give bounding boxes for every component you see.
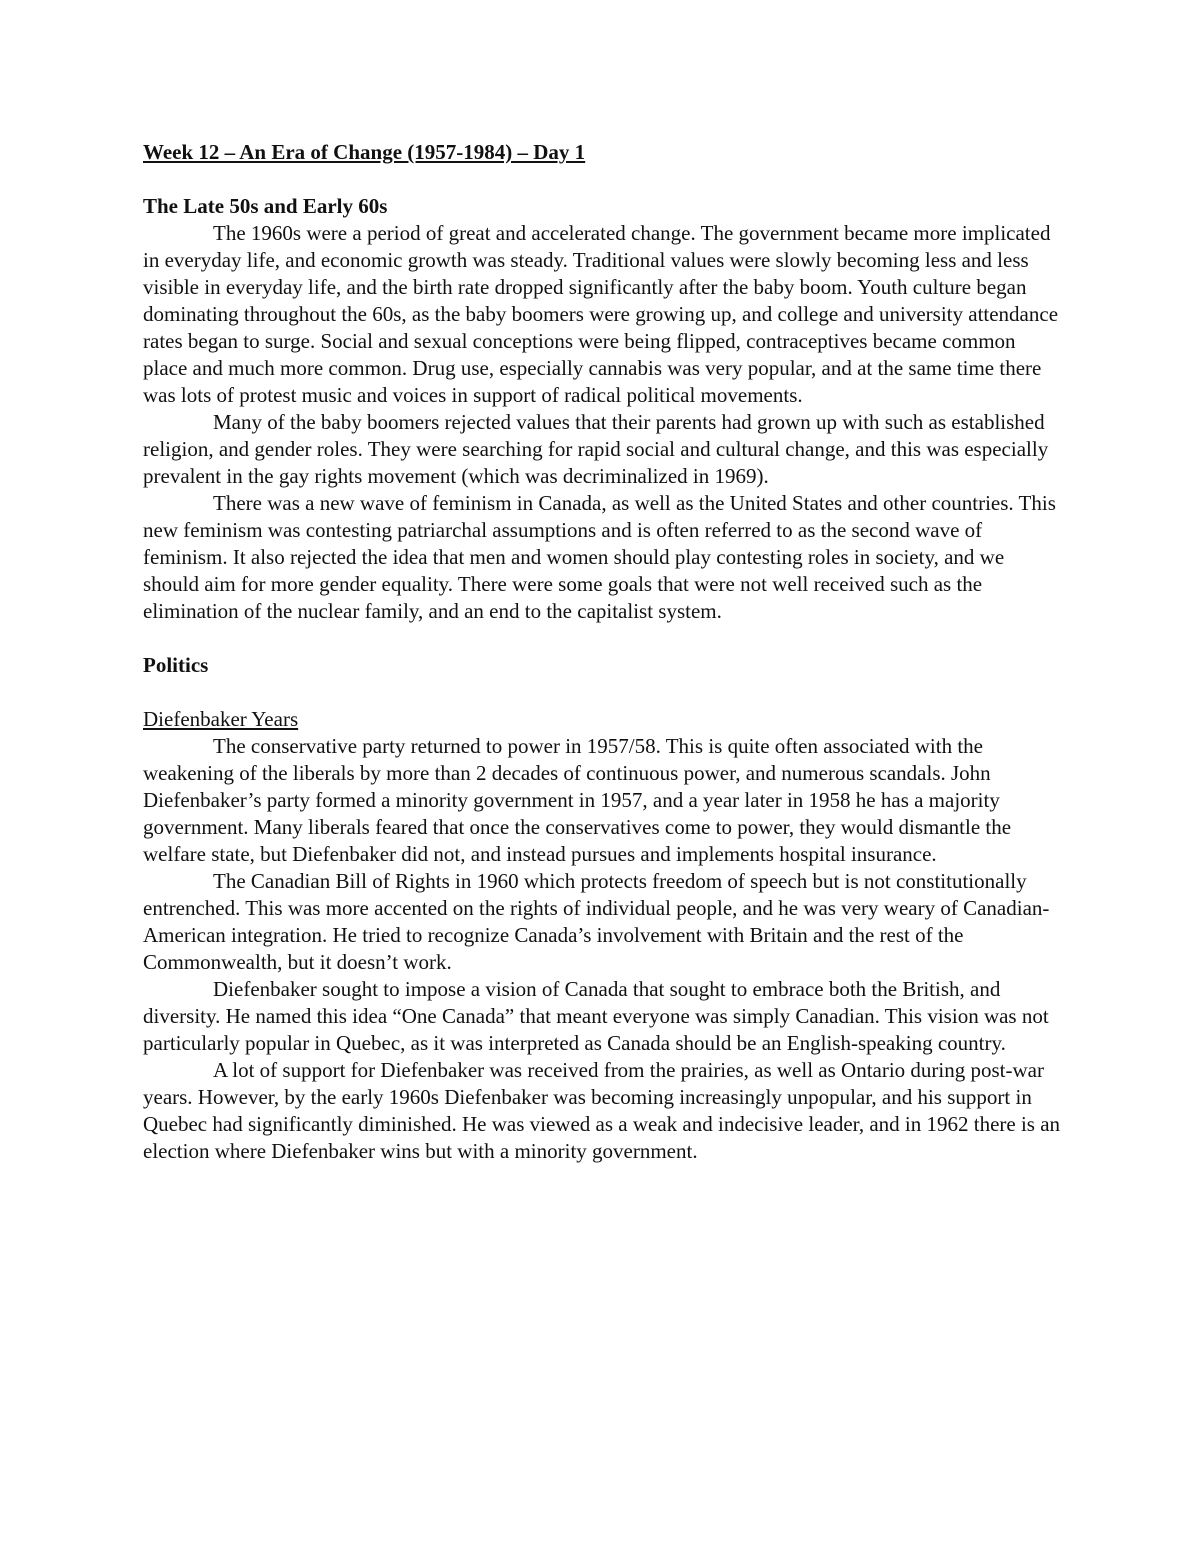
- paragraph: Diefenbaker sought to impose a vision of Canada that sought to embrace both the British, and diversity. He named this idea “One Canada” that meant everyone was simply Canadian. This vision was not particularly popular in Quebec, as it was interpreted as Canada should be an English-speaking country.: [143, 977, 1049, 1055]
- paragraph: The 1960s were a period of great and accelerated change. The government became more implicated in everyday life, and economic growth was steady. Traditional values were slowly becoming less and less visible in everyday life, and the birth rate dropped significantly after the baby boom. Youth culture began dominating throughout the 60s, as the baby boomers were growing up, and college and university attendance rates began to surge. Social and sexual conceptions were being flipped, contraceptives became common place and much more common. Drug use, especially cannabis was very popular, and at the same time there was lots of protest music and voices in support of radical political movements.: [143, 221, 1059, 407]
- section-heading-late-50s: The Late 50s and Early 60s: [143, 194, 388, 218]
- paragraph: A lot of support for Diefenbaker was received from the prairies, as well as Ontario during post-war years. However, by the early 1960s Diefenbaker was becoming increasingly unpopular, and his support in Quebec had significantly diminished. He was viewed as a weak and indecisive leader, and in 1962 there is an election where Diefenbaker wins but with a minority government.: [143, 1058, 1061, 1163]
- subheading-diefenbaker-years: Diefenbaker Years: [143, 707, 299, 731]
- spacer: [143, 625, 1063, 652]
- paragraph: The conservative party returned to power in 1957/58. This is quite often associated with the weakening of the liberals by more than 2 decades of continuous power, and numerous scandals. John Diefenbaker’s party formed a minority government in 1957, and a year later in 1958 he has a majority government. Many liberals feared that once the conservatives come to power, they would dismantle the welfare state, but Diefenbaker did not, and instead pursues and implements hospital insurance.: [143, 734, 1012, 866]
- paragraph: The Canadian Bill of Rights in 1960 which protects freedom of speech but is not constitutionally entrenched. This was more accented on the rights of individual people, and he was very weary of Canadian-American integration. He tried to recognize Canada’s involvement with Britain and the rest of the Commonwealth, but it doesn’t work.: [143, 869, 1050, 974]
- paragraph: There was a new wave of feminism in Canada, as well as the United States and other countries. This new feminism was contesting patriarchal assumptions and is often referred to as the second wave of feminism. It also rejected the idea that men and women should play contesting roles in society, and we should aim for more gender equality. There were some goals that were not well received such as the elimination of the nuclear family, and an end to the capitalist system.: [143, 491, 1056, 623]
- document-title: Week 12 – An Era of Change (1957-1984) – Day 1: [143, 140, 586, 164]
- section-heading-politics: Politics: [143, 653, 209, 677]
- paragraph: Many of the baby boomers rejected values that their parents had grown up with such as established religion, and gender roles. They were searching for rapid social and cultural change, and this was especially prevalent in the gay rights movement (which was decriminalized in 1969).: [143, 410, 1049, 488]
- spacer: [143, 166, 1063, 193]
- spacer: [143, 679, 1063, 706]
- document-page: [143, 139, 1063, 1165]
